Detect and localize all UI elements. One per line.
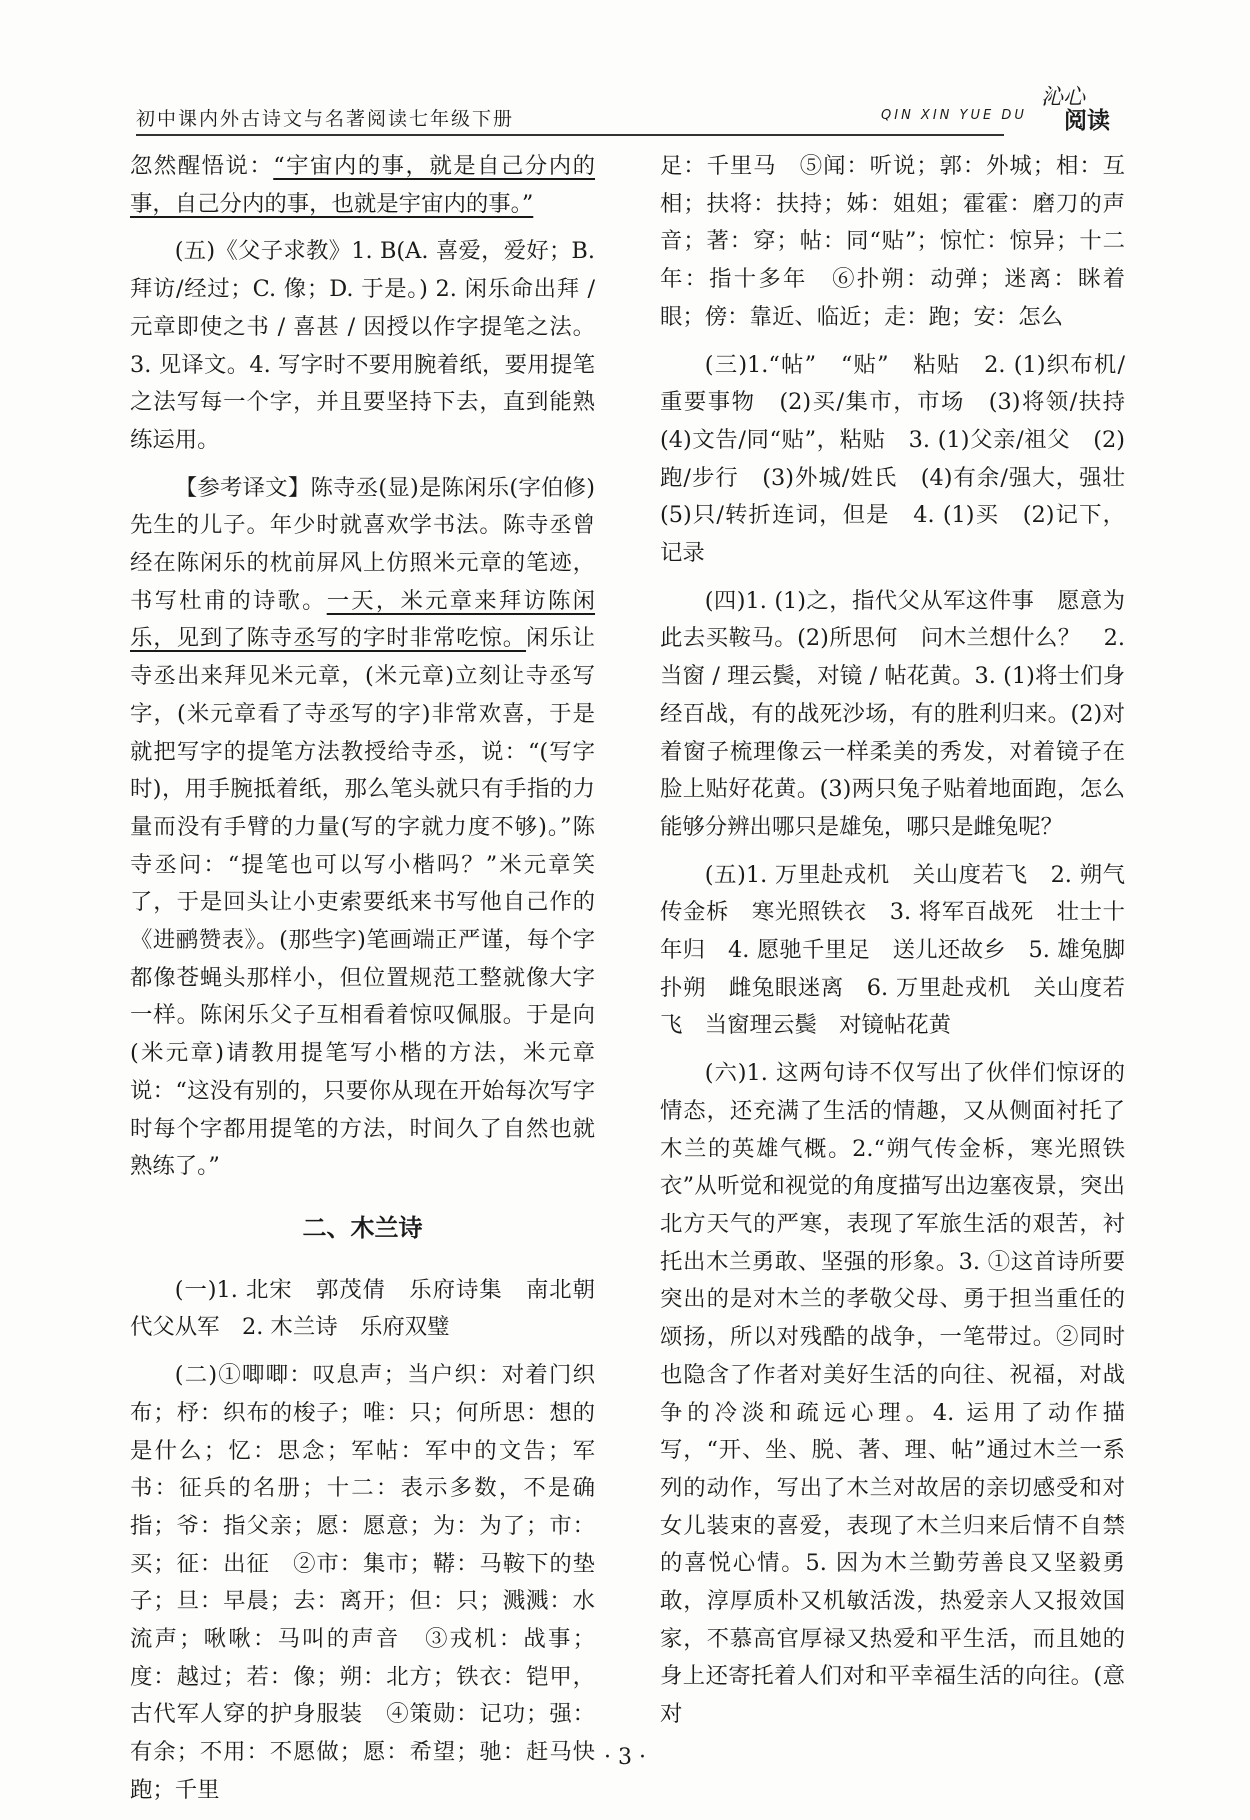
paragraph-awakening <box>130 148 595 223</box>
underlined-text: 一天，米元章来拜访陈闲乐，见到了陈寺丞写的字时非常吃惊。 <box>130 587 596 652</box>
page-header <box>136 85 1136 144</box>
running-title: 初中课内外古诗文与名著阅读七年级下册 <box>136 108 515 130</box>
answer-part-5: (五)1. 万里赴戎机 关山度若飞 2. 朔气传金柝 寒光照铁衣 3. 将军百战死 壮士十年归 4. 愿驰千里足 送儿还故乡 5. 雄兔脚扑朔 雌兔眼迷离 6. 万里赴戎机 关山度若飞 当窗理云鬓 对镜帖花黄 <box>660 861 1125 1039</box>
answer-part-2: (二)①唧唧：叹息声；当户织：对着门织布；杼：织布的梭子；唯：只；何所思：想的是什么；忆：思念；军帖：军中的文告；军书：征兵的名册；十二：表示多数，不是确指；爷：指父亲；愿：愿意；为：为了；市：买；征：出征 ②市：集市；鞯：马鞍下的垫子；旦：早晨；去：离开；但：只；溅溅：水流声；啾啾：马叫的声音 ③戎机：战事；度：越过；若：像；朔：北方；铁衣：铠甲，古代军人穿的护身服装 ④策勋：记功；强：有余；不用：不愿做；愿：希望；驰：赶马快跑；千里 <box>130 1362 595 1803</box>
answer-part-4: (四)1. (1)之，指代父从军这件事 愿意为此去买鞍马。(2)所思何 问木兰想什么？ 2. 当窗 / 理云鬓，对镜 / 帖花黄。3. (1)将士们身经百战，有的战死沙场，有的胜利归来。(2)对着窗子梳理像云一样柔美的秀发，对着镜子在脸上贴好花黄。(3)两只兔子贴着地面跑，怎么能够分辨出哪只是雄兔，哪只是雌兔呢？ <box>660 587 1125 840</box>
page-number: · 3 · <box>604 1745 646 1770</box>
underlined-text: “宇宙内的事，就是自己分内的事，自己分内的事，也就是宇宙内的事。” <box>130 153 596 217</box>
answer-part-2-continued: 足：千里马 ⑤闻：听说；郭：外城；相：互相；扶将：扶持；姊：姐姐；霍霍：磨刀的声音；著：穿；帖：同“贴”；惊忙：惊异；十二年：指十多年 ⑥扑朔：动弹；迷离：眯着眼；傍：靠近、临近；走：跑；安：怎么 <box>660 153 1125 330</box>
answer-part-3: (三)1.“帖” “贴” 粘贴 2. (1)织布机/重要事物 (2)买/集市，市场 (3)将领/扶持 (4)文告/同“贴”，粘贴 3. (1)父亲/祖父 (2)跑/步行 (3)外城/姓氏 (4)有余/强大，强壮 (5)只/转折连词，但是 4. (1)买 (2)记下，记录 <box>660 351 1148 567</box>
answer-part-6: (六)1. 这两句诗不仅写出了伙伴们惊讶的情态，还充满了生活的情趣，又从侧面衬托了木兰的英雄气概。2.“朔气传金柝，寒光照铁衣”从听觉和视觉的角度描写出边塞夜景，突出北方天气的严寒，表现了军旅生活的艰苦，衬托出木兰勇敢、坚强的形象。3. ①这首诗所要突出的是对木兰的孝敬父母、勇于担当重任的颂扬，所以对残酷的战争，一笔带过。②同时也隐含了作者对美好生活的向往、祝福，对战争的冷淡和疏远心理。4. 运用了动作描写，“开、坐、脱、著、理、帖”通过木兰一系列的动作，写出了木兰对故居的亲切感受和对女儿装束的喜爱，表现了木兰归来后情不自禁的喜悦心情。5. 因为木兰勤劳善良又坚毅勇敢，淳厚质朴又机敏活泼，热爱亲人又报效国家，不慕高官厚禄又热爱和平生活，而且她的身上还寄托着人们对和平幸福生活的向往。(意对 <box>660 1060 1125 1728</box>
answer-part-1: (一)1. 北宋 郭茂倩 乐府诗集 南北朝 代父从军 2. 木兰诗 乐府双璧 <box>130 1276 618 1341</box>
right-column <box>660 148 1148 1744</box>
left-column <box>130 148 618 1820</box>
header-divider <box>136 134 1004 136</box>
reference-translation: 【参考译文】陈寺丞(显)是陈闲乐(字伯修)先生的儿子。年少时就喜欢学书法。陈寺丞曾经在陈闲乐的枕前屏风上仿照米元章的笔迹，书写杜甫的诗歌。一天，米元章来拜访陈闲乐，见到了陈寺丞写的字时非常吃惊。闲乐让寺丞出来拜见米元章，(米元章)立刻让寺丞写字，(米元章看了寺丞写的字)非常欢喜，于是就把写字的提笔方法教授给寺丞，说：“(写字时)，用手腕抵着纸，那么笔头就只有手指的力量而没有手臂的力量(写的字就力度不够)。”陈寺丞问：“提笔也可以写小楷吗？”米元章笑了，于是回头让小吏索要纸来书写他自己作的《进鹂赞表》。(那些字)笔画端正严谨，每个字都像苍蝇头那样小，但位置规范工整就像大字一样。陈闲乐父子互相看着惊叹佩服。于是向(米元章)请教用提笔写小楷的方法，米元章说：“这没有别的，只要你从现在开始每次写字时每个字都用提笔的方法，时间久了自然也就熟练了。” <box>130 474 596 1180</box>
text-lead: 忽然醒悟说： <box>130 153 274 179</box>
series-pinyin: QIN XIN YUE DU <box>881 108 1027 123</box>
answer-fuzi-qiujiao: (五)《父子求教》1. B(A. 喜爱，爱好；B. 拜访/经过；C. 像；D. 于是。) 2. 闲乐命出拜 / 元章即使之书 / 喜甚 / 因授以作字提笔之法。3. 见译文。4. 写字时不要用腕着纸，要用提笔之法写每一个字，并且要坚持下去，直到能熟练运用。 <box>130 238 595 453</box>
brand-logo-bottom: 阅读 <box>1064 107 1110 134</box>
brand-logo-top: 沁心 <box>1041 85 1086 110</box>
section-title: 二、木兰诗 <box>302 1213 423 1242</box>
